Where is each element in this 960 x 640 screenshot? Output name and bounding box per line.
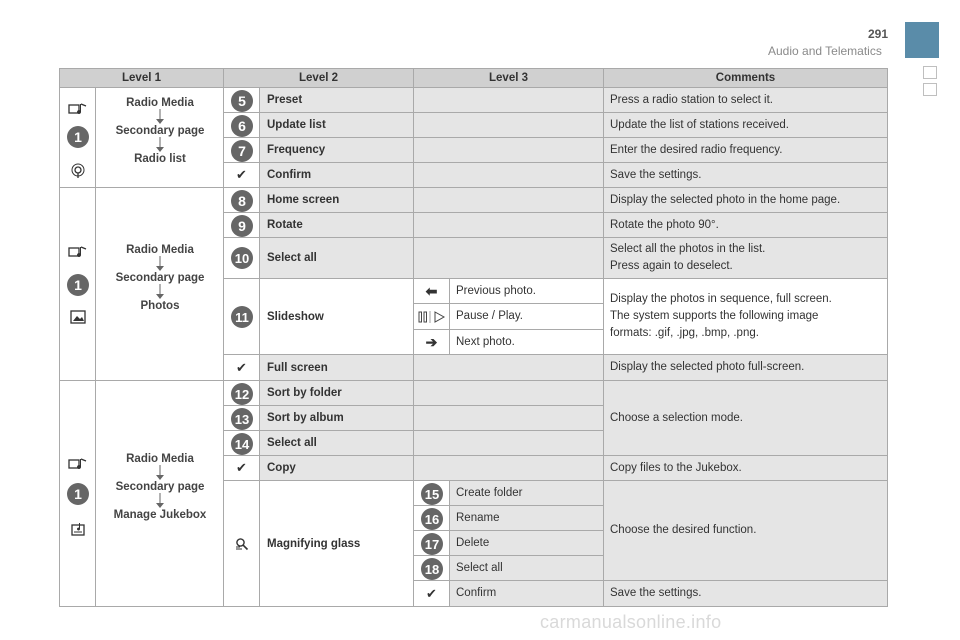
level2-badge: 9 bbox=[231, 215, 253, 237]
level3-rename: Rename bbox=[450, 506, 604, 531]
level3-delete: Delete bbox=[450, 531, 604, 556]
photos-icon bbox=[65, 307, 91, 327]
check-icon: ✔ bbox=[236, 167, 247, 182]
path-step: Radio list bbox=[134, 153, 186, 165]
level2-badge: 11 bbox=[231, 306, 253, 328]
page-number: 291 bbox=[868, 27, 889, 41]
path-step: Secondary page bbox=[115, 481, 205, 493]
comment-sort: Choose a selection mode. bbox=[604, 381, 887, 456]
level3-cell bbox=[414, 213, 604, 238]
level3-cell bbox=[414, 355, 604, 381]
level3-create-folder: Create folder bbox=[450, 481, 604, 506]
level2-slideshow: Slideshow bbox=[260, 279, 414, 355]
level3-select-all: Select all bbox=[450, 556, 604, 581]
pause-play-icon bbox=[417, 311, 447, 323]
badge-cell bbox=[224, 163, 260, 188]
level2-badge: 6 bbox=[231, 115, 253, 137]
comment-line: Select all the photos in the list. bbox=[610, 243, 766, 256]
comment-update-list: Update the list of stations received. bbox=[604, 113, 887, 138]
down-arrow-icon bbox=[155, 137, 165, 153]
comment-home-screen: Display the selected photo in the home page. bbox=[604, 188, 887, 213]
level2-magnifying-glass: Magnifying glass bbox=[260, 481, 414, 606]
level1-badge: 1 bbox=[67, 274, 89, 296]
level1-path-radio-list bbox=[96, 97, 224, 165]
badge-cell bbox=[224, 481, 260, 606]
jukebox-icon bbox=[65, 519, 91, 539]
down-arrow-icon bbox=[155, 284, 165, 300]
comment-frequency: Enter the desired radio frequency. bbox=[604, 138, 887, 163]
level3-badge: 16 bbox=[421, 508, 443, 530]
level3-cell bbox=[414, 381, 604, 406]
down-arrow-icon bbox=[155, 256, 165, 272]
level2-preset: Preset bbox=[260, 88, 414, 113]
level3-badge-cell bbox=[414, 581, 450, 606]
comment-line: Press again to deselect. bbox=[610, 260, 733, 272]
level2-badge: 8 bbox=[231, 190, 253, 212]
radio-media-icon bbox=[65, 99, 91, 119]
comment-select-all bbox=[604, 238, 887, 279]
level2-confirm: Confirm bbox=[260, 163, 414, 188]
level2-badge: 5 bbox=[231, 90, 253, 112]
comment-rotate: Rotate the photo 90°. bbox=[604, 213, 887, 238]
level3-previous: Previous photo. bbox=[450, 279, 604, 304]
level2-badge: 14 bbox=[231, 433, 253, 455]
path-step: Secondary page bbox=[115, 272, 205, 284]
radio-list-icon bbox=[65, 161, 91, 181]
check-icon: ✔ bbox=[236, 359, 247, 375]
comment-line: Display the photos in sequence, full screen. bbox=[610, 293, 832, 306]
previous-arrow-icon: ⬅ bbox=[425, 282, 438, 299]
watermark: carmanualsonline.info bbox=[540, 612, 722, 632]
section-title: Audio and Telematics bbox=[768, 44, 882, 58]
level2-sort-by-folder: Sort by folder bbox=[260, 381, 414, 406]
comment-slideshow bbox=[604, 279, 887, 355]
path-step: Manage Jukebox bbox=[113, 509, 207, 521]
level2-update-list: Update list bbox=[260, 113, 414, 138]
comment-line: formats: .gif, .jpg, .bmp, .png. bbox=[610, 326, 759, 339]
menu-table bbox=[59, 68, 888, 607]
path-step: Secondary page bbox=[115, 125, 205, 137]
comment-copy: Copy files to the Jukebox. bbox=[604, 456, 887, 481]
level3-badge: 18 bbox=[421, 558, 443, 580]
comment-magnify-confirm: Save the settings. bbox=[604, 581, 887, 606]
level2-frequency: Frequency bbox=[260, 138, 414, 163]
level3-pause-play: Pause / Play. bbox=[450, 304, 604, 330]
path-step: Radio Media bbox=[126, 453, 194, 465]
radio-media-icon bbox=[65, 242, 91, 262]
level3-badge: 15 bbox=[421, 483, 443, 505]
level3-confirm: Confirm bbox=[450, 581, 604, 606]
level3-cell bbox=[414, 456, 604, 481]
level1-badge: 1 bbox=[67, 483, 89, 505]
chapter-tab bbox=[905, 22, 939, 58]
level2-copy: Copy bbox=[260, 456, 414, 481]
level2-badge: 7 bbox=[231, 140, 253, 162]
col-header-comments: Comments bbox=[604, 69, 887, 88]
down-arrow-icon bbox=[155, 109, 165, 125]
level2-select-all-jukebox: Select all bbox=[260, 431, 414, 456]
path-step: Radio Media bbox=[126, 244, 194, 256]
level3-icon-cell bbox=[414, 279, 450, 304]
comment-line: The system supports the following image bbox=[610, 310, 819, 323]
check-icon: ✔ bbox=[426, 585, 437, 601]
level3-icon-cell bbox=[414, 304, 450, 330]
path-step: Photos bbox=[140, 300, 180, 312]
level3-cell bbox=[414, 113, 604, 138]
magnifier-icon bbox=[235, 537, 249, 551]
level2-sort-by-album: Sort by album bbox=[260, 406, 414, 431]
comment-full-screen: Display the selected photo full-screen. bbox=[604, 355, 887, 381]
badge-cell bbox=[224, 355, 260, 381]
level3-cell bbox=[414, 138, 604, 163]
level3-cell bbox=[414, 431, 604, 456]
level2-badge: 10 bbox=[231, 247, 253, 269]
down-arrow-icon bbox=[155, 465, 165, 481]
badge-cell bbox=[224, 456, 260, 481]
level1-path-photos bbox=[96, 244, 224, 312]
col-header-level2: Level 2 bbox=[224, 69, 414, 88]
level3-cell bbox=[414, 163, 604, 188]
margin-square-top bbox=[923, 66, 937, 79]
level1-path-manage-jukebox bbox=[96, 453, 224, 521]
col-header-level3: Level 3 bbox=[414, 69, 604, 88]
level3-cell bbox=[414, 238, 604, 279]
level2-badge: 13 bbox=[231, 408, 253, 430]
level2-badge: 12 bbox=[231, 383, 253, 405]
level2-select-all: Select all bbox=[260, 238, 414, 279]
margin-square-bottom bbox=[923, 83, 937, 96]
level1-badge: 1 bbox=[67, 126, 89, 148]
check-icon: ✔ bbox=[236, 460, 247, 475]
level3-cell bbox=[414, 88, 604, 113]
comment-magnify: Choose the desired function. bbox=[604, 481, 887, 581]
next-arrow-icon: ➔ bbox=[425, 333, 438, 350]
level2-rotate: Rotate bbox=[260, 213, 414, 238]
down-arrow-icon bbox=[155, 493, 165, 509]
level3-cell bbox=[414, 406, 604, 431]
level3-icon-cell bbox=[414, 330, 450, 355]
level3-badge: 17 bbox=[421, 533, 443, 555]
comment-confirm: Save the settings. bbox=[604, 163, 887, 188]
level2-home-screen: Home screen bbox=[260, 188, 414, 213]
level2-full-screen: Full screen bbox=[260, 355, 414, 381]
path-step: Radio Media bbox=[126, 97, 194, 109]
col-header-level1: Level 1 bbox=[60, 69, 224, 88]
level3-cell bbox=[414, 188, 604, 213]
comment-preset: Press a radio station to select it. bbox=[604, 88, 887, 113]
radio-media-icon bbox=[65, 454, 91, 474]
level3-next: Next photo. bbox=[450, 330, 604, 355]
